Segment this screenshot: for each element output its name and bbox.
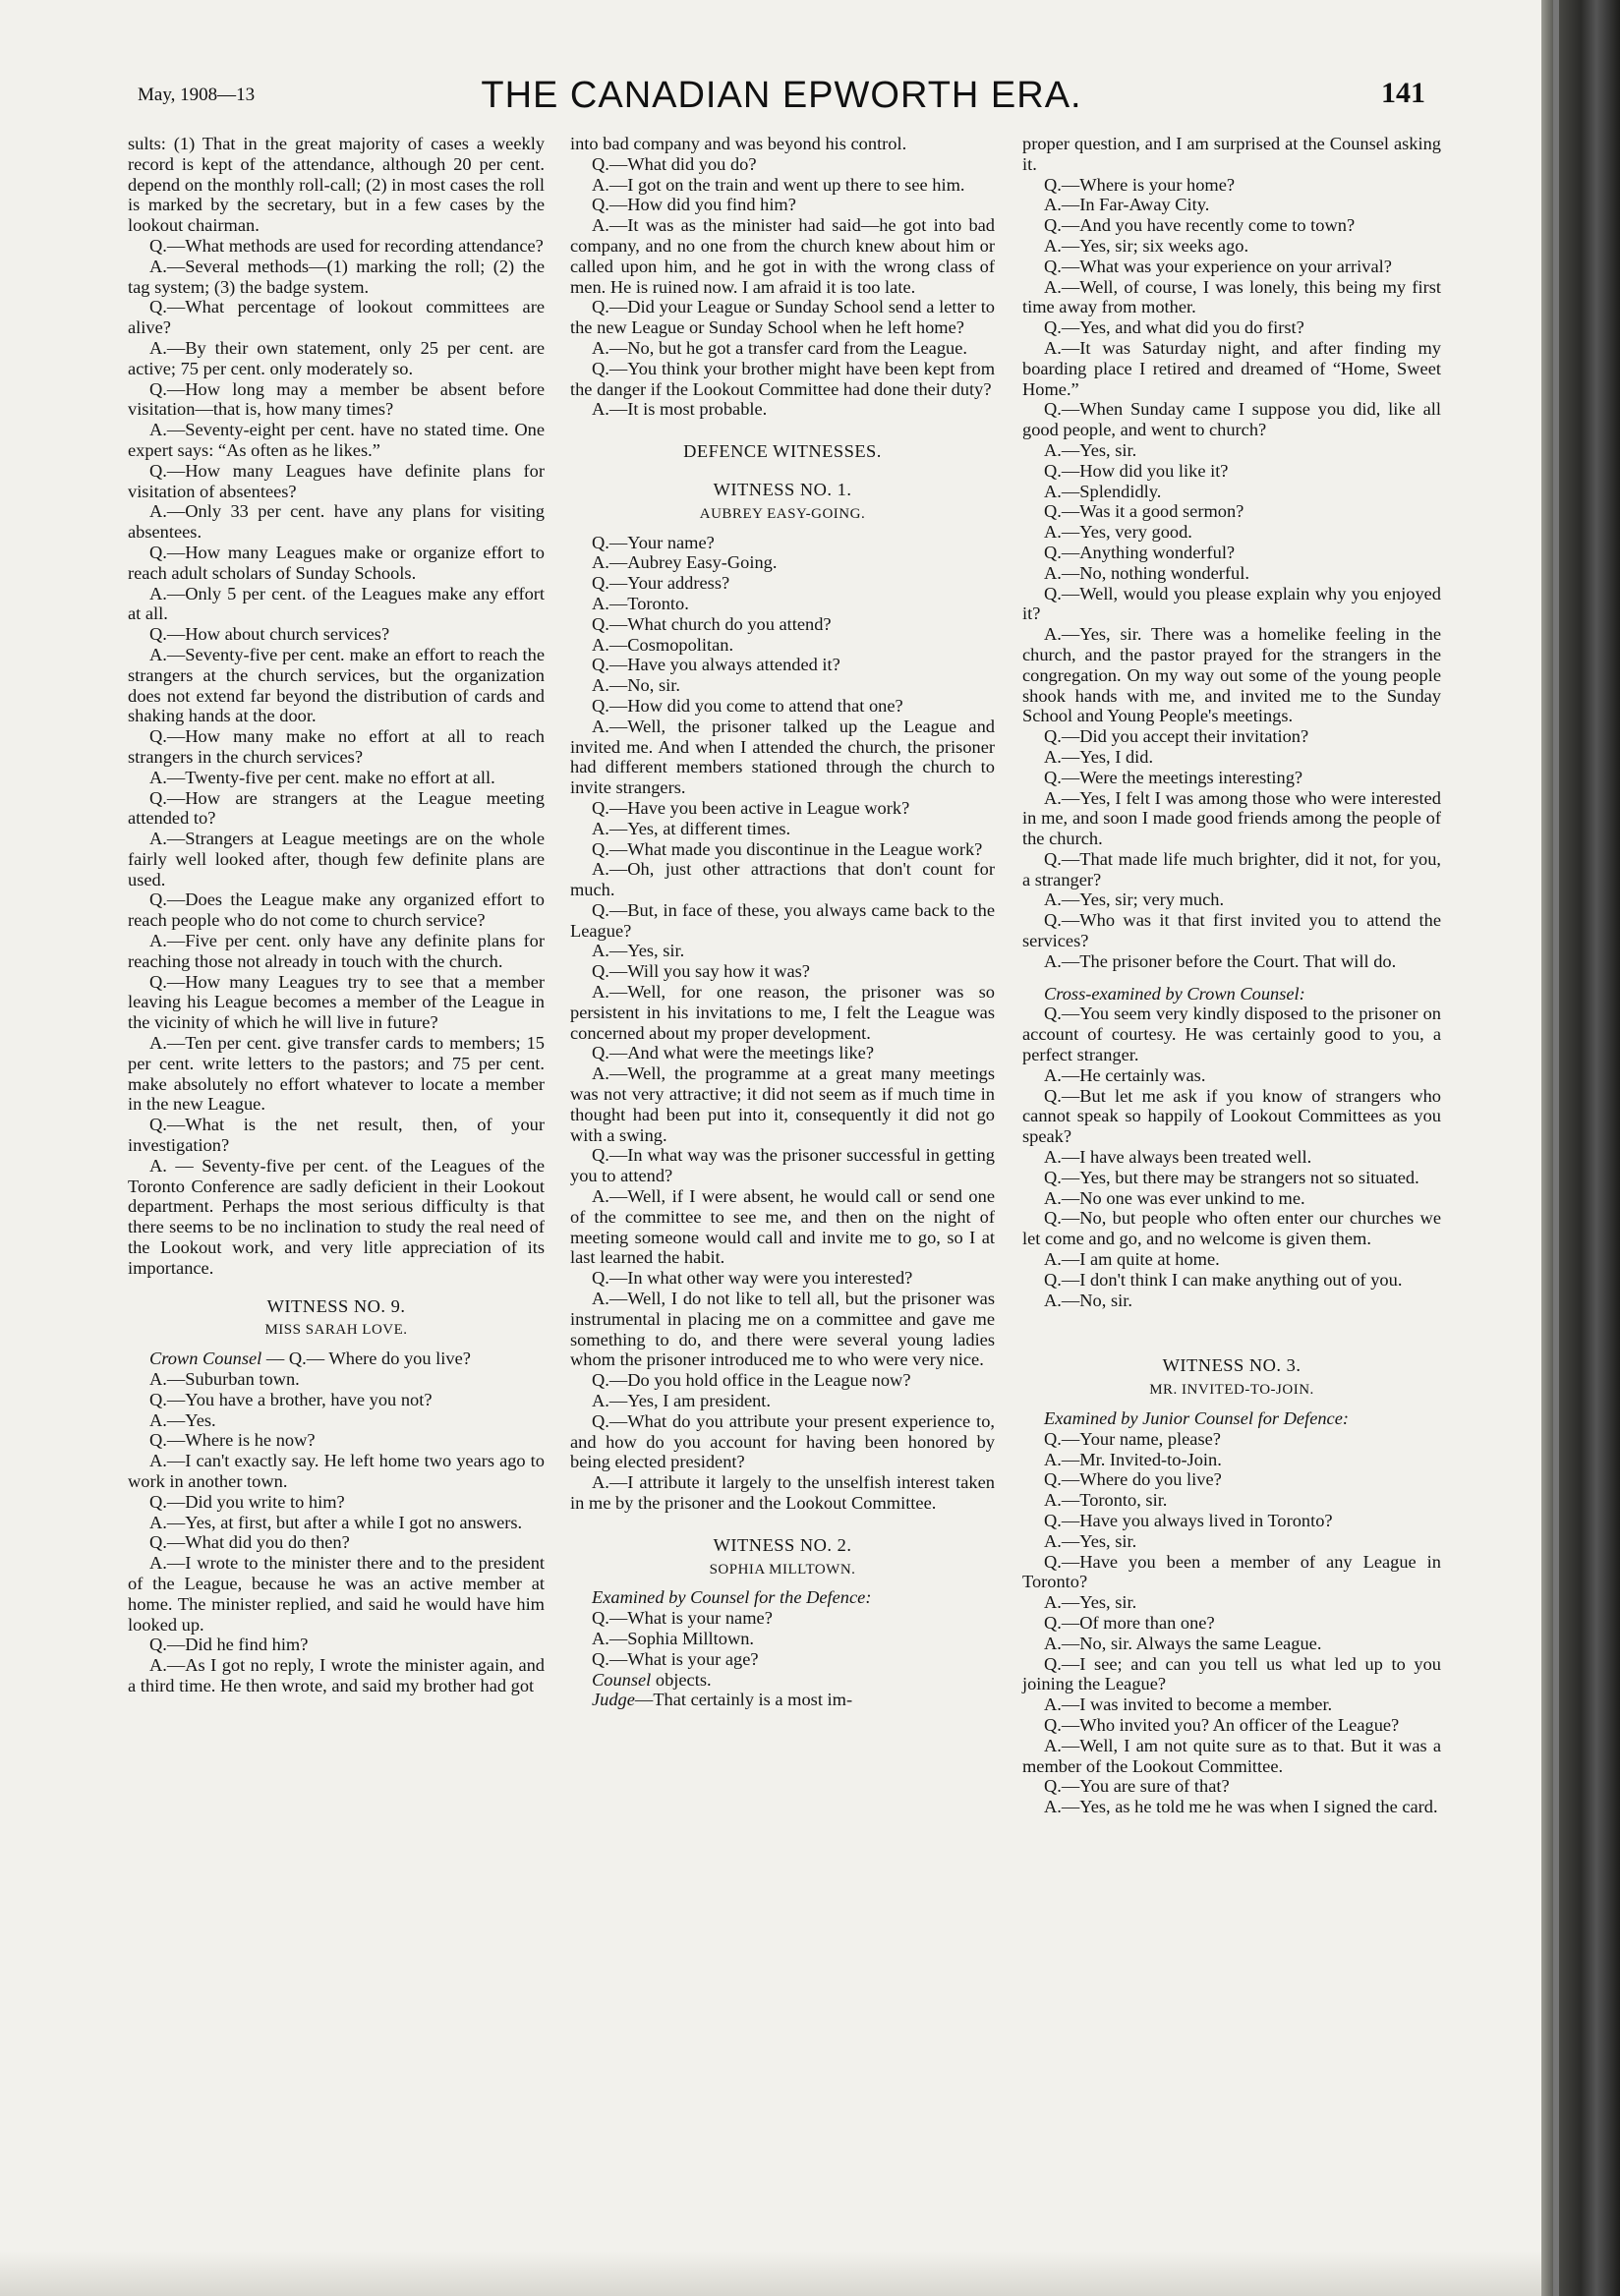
paragraph: A.—Well, of course, I was lonely, this being my first time away from mother.: [1022, 276, 1441, 317]
paragraph: A.—Toronto, sir.: [1044, 1490, 1168, 1511]
paragraph: A.—Yes, I am president.: [592, 1391, 772, 1411]
paragraph-text: —That certainly is a most im-: [634, 1690, 853, 1710]
paragraph: Q.—Will you say how it was?: [592, 961, 810, 982]
paragraph: Q.—Where is your home?: [1044, 174, 1236, 195]
paragraph: Q.—You think your brother might have been kept from the danger if the Lookout Committee had done their duty?: [570, 358, 995, 399]
paragraph: Q.—In what way was the prisoner successful in getting you to attend?: [570, 1145, 995, 1186]
paragraph: Q.—How did you come to attend that one?: [592, 695, 903, 716]
paragraph: A.—By their own statement, only 25 per cent. are active; 75 per cent. only moderately so.: [128, 337, 545, 378]
speaker-label: Counsel: [592, 1669, 652, 1690]
paragraph: A.—I wrote to the minister there and to the president of the League, because he was an active member at home. The minister replied, and said he would have him looked up.: [128, 1553, 545, 1635]
paragraph: Q.—Where do you live?: [1044, 1469, 1222, 1490]
witness-name: SOPHIA MILLTOWN.: [709, 1561, 856, 1578]
paragraph: Q.—What percentage of lookout committees are alive?: [128, 297, 545, 338]
paragraph: A.—Suburban town.: [149, 1369, 300, 1390]
paragraph: A.—Yes, as he told me he was when I signed the card.: [1044, 1797, 1438, 1817]
paragraph: Q.—When Sunday came I suppose you did, like all good people, and went to church?: [1022, 399, 1441, 440]
text-column-2: [570, 134, 995, 1710]
paragraph: A.—Twenty-five per cent. make no effort at all.: [149, 767, 495, 787]
paragraph: Q.—And what were the meetings like?: [592, 1043, 875, 1063]
paragraph: Q.—And you have recently come to town?: [1044, 215, 1356, 236]
paragraph: Q.—Yes, but there may be strangers not so situated.: [1044, 1167, 1419, 1187]
paragraph: [570, 1690, 995, 1710]
paragraph: Q.—What was your experience on your arrival?: [1044, 256, 1392, 276]
paragraph: Q.—Yes, and what did you do first?: [1044, 317, 1304, 338]
paragraph: A.—No one was ever unkind to me.: [1044, 1187, 1305, 1208]
paragraph: A.—Yes, sir.: [1044, 1530, 1137, 1551]
paragraph: A.—Yes, sir. There was a homelike feeling in the church, and the pastor prayed for the strangers in the congregation. On my way out some of the young people shook hands with me, and invited me to the Sunday School and Young People's meetings.: [1022, 624, 1441, 726]
witness-name: MISS SARAH LOVE.: [264, 1322, 408, 1339]
paragraph: A.—Splendidly.: [1044, 481, 1162, 501]
paragraph: Q.—How are strangers at the League meeting attended to?: [128, 787, 545, 829]
paragraph: Q.—What is the net result, then, of your investigation?: [128, 1115, 545, 1156]
speaker-label: Crown Counsel: [149, 1349, 262, 1369]
paragraph: Q.—How many Leagues make or organize effort to reach adult scholars of Sunday Schools.: [128, 542, 545, 583]
paragraph: Q.—What do you attribute your present experience to, and how do you account for having been honored by being elected president?: [570, 1410, 995, 1472]
paragraph: Q.—How many make no effort at all to reach strangers in the church services?: [128, 726, 545, 767]
paragraph: [570, 1670, 995, 1691]
paragraph: A.—I was invited to become a member.: [1044, 1694, 1333, 1715]
paragraph: into bad company and was beyond his control.: [570, 134, 907, 153]
paragraph: Q.—Did you accept their invitation?: [1044, 726, 1309, 747]
paragraph: A.—Well, if I were absent, he would call or send one of the committee to see me, and then on the night of meeting someone would call and invite me to go, so I at last learned the habit.: [570, 1186, 995, 1268]
section-heading: DEFENCE WITNESSES.: [683, 441, 882, 462]
paragraph: A.—No, sir.: [592, 675, 680, 696]
paragraph: A.—Oh, just other attractions that don't count for much.: [570, 859, 995, 900]
examination-note: Examined by Counsel for the Defence:: [592, 1587, 872, 1608]
paragraph: A.—Strangers at League meetings are on the whole fairly well looked after, though few definite plans are used.: [128, 829, 545, 890]
paragraph: A.—He certainly was.: [1044, 1064, 1206, 1085]
paragraph: A.—Only 5 per cent. of the Leagues make any effort at all.: [128, 583, 545, 624]
paragraph: Q.—Was it a good sermon?: [1044, 501, 1244, 522]
paragraph: A.—Well, I do not like to tell all, but the prisoner was instrumental in placing me on a committee and gave me something to do, and there were several young ladies whom the prisoner introduced me to who were very nice.: [570, 1289, 995, 1370]
paragraph: A.—Well, the programme at a great many meetings was not very attractive; it did not seem as if much time in thought had been put into it, consequently it did not go with a swing.: [570, 1063, 995, 1145]
paragraph: A.—I have always been treated well.: [1044, 1147, 1312, 1168]
paragraph: A.—Yes, at different times.: [592, 818, 791, 838]
paragraph: A.—Seventy-five per cent. make an effort to reach the strangers at the church services, but the organization does not extend far beyond the distribution of cards and shaking hands at the door.: [128, 644, 545, 726]
paragraph: Q.—Were the meetings interesting?: [1044, 767, 1303, 787]
paragraph: Q.—You have a brother, have you not?: [149, 1389, 433, 1409]
issue-date: May, 1908—13: [138, 85, 256, 105]
paragraph: Q.—How about church services?: [149, 624, 390, 645]
paragraph: A.—Yes, sir.: [1044, 1592, 1137, 1613]
paragraph: Q.—Did you write to him?: [149, 1491, 345, 1512]
paragraph: Q.—Of more than one?: [1044, 1612, 1215, 1633]
paragraph: A.—Five per cent. only have any definite plans for reaching those not already in touch with the church.: [128, 931, 545, 971]
paragraph: proper question, and I am surprised at the Counsel asking it.: [1022, 134, 1441, 174]
paragraph: Q.—Do you hold office in the League now?: [592, 1370, 911, 1391]
paragraph: A. — Seventy-five per cent. of the Leagues of the Toronto Conference are sadly deficient in their Lookout department. Perhaps the most serious difficulty is that there seems to be no inclination to study the real need of the Lookout work, and very litle appreciation of its importance.: [128, 1155, 545, 1278]
paragraph: Q.—But let me ask if you know of strangers who cannot speak so happily of Lookout Committees as you speak?: [1022, 1085, 1441, 1147]
paragraph: A.—Mr. Invited-to-Join.: [1044, 1449, 1222, 1469]
paragraph: Q.—Did he find him?: [149, 1635, 309, 1655]
paragraph: A.—Well, I am not quite sure as to that. But it was a member of the Lookout Committee.: [1022, 1735, 1441, 1776]
paragraph: Q.—Well, would you please explain why you enjoyed it?: [1022, 583, 1441, 624]
paragraph: A.—Yes, sir; six weeks ago.: [1044, 235, 1249, 256]
speaker-label: Judge: [592, 1690, 635, 1710]
paragraph: Q.—What did you do then?: [149, 1532, 350, 1553]
page-bottom-edge: [0, 2251, 1541, 2296]
paragraph: Q.—What is your age?: [592, 1648, 759, 1669]
section-heading: WITNESS NO. 3.: [1162, 1355, 1302, 1376]
paragraph: Q.—I don't think I can make anything out of you.: [1044, 1269, 1403, 1290]
paragraph: Q.—Have you been a member of any League in Toronto?: [1022, 1551, 1441, 1592]
paragraph: A.—Yes, I did.: [1044, 746, 1154, 767]
paragraph: Q.—Have you been active in League work?: [592, 797, 910, 818]
paragraph: A.—Yes, very good.: [1044, 522, 1192, 543]
paragraph: Q.—Who invited you? An officer of the League?: [1044, 1714, 1400, 1735]
paragraph: A.—The prisoner before the Court. That will do.: [1044, 950, 1397, 971]
paragraph: A.—Well, for one reason, the prisoner was so persistent in his invitations to me, I felt the League was concerned about my proper development.: [570, 982, 995, 1043]
paragraph: Q.—How did you find him?: [592, 195, 796, 215]
paragraph: A.—Only 33 per cent. have any plans for visiting absentees.: [128, 501, 545, 543]
paragraph: sults: (1) That in the great majority of cases a weekly record is kept of the attendance, although 20 per cent. depend on the monthly roll-call; (2) in most cases the roll is marked by the secretary, but in a few cases by the lookout chairman.: [128, 134, 545, 236]
paragraph: Q.—You are sure of that?: [1044, 1776, 1230, 1797]
witness-name: AUBREY EASY-GOING.: [699, 505, 866, 522]
paragraph: A.—As I got no reply, I wrote the minister again, and a third time. He then wrote, and said my brother had got: [128, 1655, 545, 1695]
paragraph: Q.—Does the League make any organized effort to reach people who do not come to church service?: [128, 890, 545, 931]
paragraph: A.—Yes, sir.: [1044, 439, 1137, 460]
text-column-3: [1022, 134, 1441, 1817]
paragraph: Q.—Your name, please?: [1044, 1428, 1221, 1449]
paragraph: A.—Yes, sir; very much.: [1044, 890, 1225, 910]
paragraph: A.—Several methods—(1) marking the roll; (2) the tag system; (3) the badge system.: [128, 256, 545, 297]
text-column-1: [128, 134, 545, 1696]
paragraph: A.—I am quite at home.: [1044, 1249, 1220, 1270]
paragraph: Q.—What methods are used for recording attendance?: [149, 235, 544, 256]
paragraph: A.—Aubrey Easy-Going.: [592, 552, 778, 573]
paragraph: Q.—Your name?: [592, 532, 715, 552]
paragraph: Q.—Your address?: [592, 573, 730, 594]
paragraph: Q.—What did you do?: [592, 153, 757, 174]
page-number: 141: [1381, 77, 1425, 109]
paragraph: Q.—No, but people who often enter our churches we let come and go, and no welcome is given them.: [1022, 1208, 1441, 1249]
paragraph: Q.—What made you discontinue in the League work?: [592, 838, 983, 859]
paragraph: A.—It is most probable.: [592, 399, 768, 420]
paragraph: Q.—Where is he now?: [149, 1430, 316, 1451]
paragraph: Q.—Who was it that first invited you to attend the services?: [1022, 910, 1441, 951]
paragraph: A.—Yes, at first, but after a while I got no answers.: [149, 1512, 523, 1532]
paragraph: Q.—How many Leagues have definite plans for visitation of absentees?: [128, 460, 545, 501]
paragraph: A.—Ten per cent. give transfer cards to members; 15 per cent. write letters to the pastors; and 75 per cent. make absolutely no effort whatever to locate a member in the new League.: [128, 1033, 545, 1115]
paragraph: A.—In Far-Away City.: [1044, 195, 1210, 215]
examination-note: Examined by Junior Counsel for Defence:: [1044, 1408, 1350, 1429]
paragraph: Q.—How many Leagues try to see that a member leaving his League becomes a member of the League in the vicinity of which he will live in future?: [128, 971, 545, 1033]
paragraph: A.—It was as the minister had said—he got into bad company, and no one from the church knew about him or called upon him, and he got in with the wrong class of men. He is ruined now. I am afraid it is too late.: [570, 215, 995, 297]
paragraph: A.—Yes, sir.: [592, 941, 685, 961]
section-heading: WITNESS NO. 9.: [266, 1295, 406, 1316]
paragraph: A.—Yes, I felt I was among those who were interested in me, and soon I made good friends among the people of the church.: [1022, 787, 1441, 849]
paragraph-text: objects.: [651, 1669, 712, 1690]
paragraph: A.—No, sir. Always the same League.: [1044, 1633, 1322, 1653]
page-header: [138, 77, 1425, 126]
paragraph: A.—Seventy-eight per cent. have no stated time. One expert says: “As often as he likes.”: [128, 420, 545, 460]
paragraph-text: — Q.— Where do you live?: [261, 1349, 471, 1369]
paragraph: A.—No, but he got a transfer card from the League.: [592, 337, 967, 358]
paragraph: Q.—Have you always attended it?: [592, 655, 840, 675]
examination-note: Cross-examined by Crown Counsel:: [1044, 983, 1305, 1004]
paragraph: A.—Toronto.: [592, 593, 689, 613]
paragraph: A.—Yes.: [149, 1409, 216, 1430]
magazine-title: THE CANADIAN EPWORTH ERA.: [481, 75, 1082, 116]
paragraph: Q.—In what other way were you interested?: [592, 1268, 913, 1289]
paragraph: A.—I can't exactly say. He left home two years ago to work in another town.: [128, 1451, 545, 1491]
paragraph: Q.—How long may a member be absent before visitation—that is, how many times?: [128, 378, 545, 420]
paragraph: Q.—That made life much brighter, did it not, for you, a stranger?: [1022, 848, 1441, 890]
paragraph: Q.—How did you like it?: [1044, 460, 1229, 481]
paragraph: A.—Cosmopolitan.: [592, 634, 734, 655]
witness-name: MR. INVITED-TO-JOIN.: [1149, 1382, 1314, 1399]
spine-highlight: [1553, 0, 1559, 2296]
paragraph: A.—It was Saturday night, and after finding my boarding place I retired and dreamed of “Home, Sweet Home.”: [1022, 337, 1441, 399]
paragraph: Q.—I see; and can you tell us what led up to you joining the League?: [1022, 1653, 1441, 1694]
paragraph: Q.—Have you always lived in Toronto?: [1044, 1511, 1333, 1530]
paragraph: A.—Sophia Milltown.: [592, 1628, 755, 1648]
paragraph: [128, 1349, 545, 1369]
paragraph: A.—I got on the train and went up there to see him.: [592, 174, 965, 195]
paragraph: A.—Well, the prisoner talked up the League and invited me. And when I attended the church, the prisoner had different members stationed through the church to invite strangers.: [570, 716, 995, 798]
paragraph: Q.—You seem very kindly disposed to the prisoner on account of courtesy. He was certainly good to you, a perfect stranger.: [1022, 1004, 1441, 1065]
paragraph: Q.—What church do you attend?: [592, 613, 832, 634]
paragraph: Q.—Anything wonderful?: [1044, 542, 1236, 562]
paragraph: Q.—Did your League or Sunday School send a letter to the new League or Sunday School when he left home?: [570, 297, 995, 338]
paragraph: Q.—What is your name?: [592, 1608, 773, 1629]
section-heading: WITNESS NO. 1.: [713, 479, 852, 499]
paragraph: A.—No, nothing wonderful.: [1044, 562, 1249, 583]
paragraph: A.—I attribute it largely to the unselfish interest taken in me by the prisoner and the Lookout Committee.: [570, 1472, 995, 1513]
section-heading: WITNESS NO. 2.: [713, 1534, 852, 1555]
paragraph: Q.—But, in face of these, you always came back to the League?: [570, 899, 995, 941]
paragraph: A.—No, sir.: [1044, 1290, 1132, 1310]
